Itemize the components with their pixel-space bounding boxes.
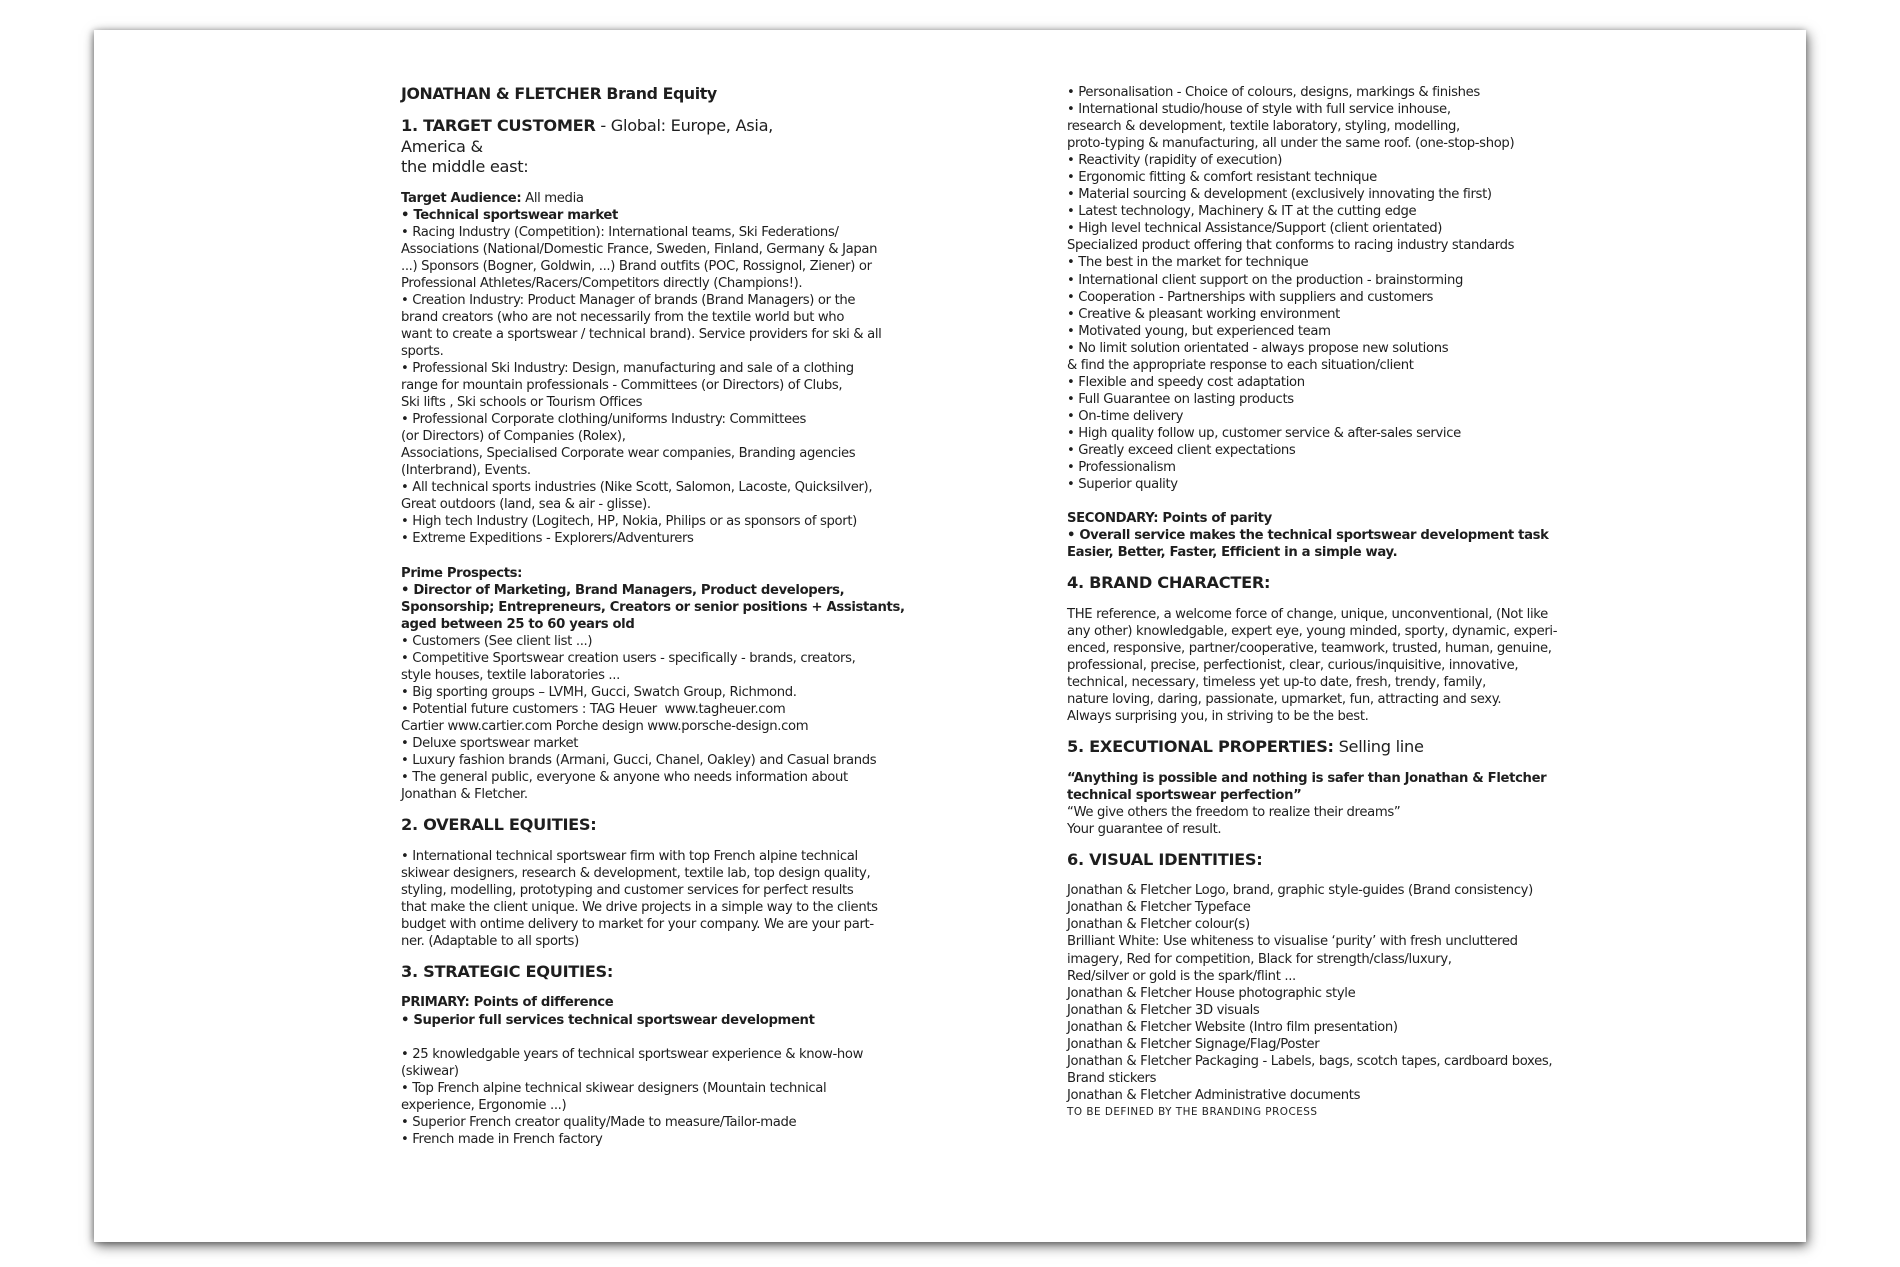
left-column xyxy=(401,84,905,1148)
text-line: • Full Guarantee on lasting products xyxy=(1067,391,1294,407)
text-line: technical, necessary, timeless yet up-to date, fresh, trendy, family, xyxy=(1067,675,1486,690)
text-line: proto-typing & manufacturing, all under the same roof. (one-stop-shop) xyxy=(1067,136,1515,152)
text-line: Specialized product offering that conforms to racing industry standards xyxy=(1067,238,1515,254)
text-line: budget with ontime delivery to market for your company. We are your part- xyxy=(401,916,874,932)
text-line: aged between 25 to 60 years old xyxy=(401,616,635,632)
text-line: • Extreme Expeditions - Explorers/Adventurers xyxy=(401,531,694,547)
text-line: • The general public, everyone & anyone who needs information about xyxy=(401,770,848,786)
text-line: • Creation Industry: Product Manager of brands (Brand Managers) or the xyxy=(401,292,856,308)
text-line: • Racing Industry (Competition): International teams, Ski Federations/ xyxy=(401,224,839,240)
text-line: Always surprising you, in striving to be the best. xyxy=(1067,709,1369,725)
text-line: want to create a sportswear / technical brand). Service providers for ski & all xyxy=(401,326,882,342)
text-line: • Professional Corporate clothing/uniforms Industry: Committees xyxy=(401,412,807,428)
text-line: enced, responsive, partner/cooperative, teamwork, trusted, human, genuine, xyxy=(1067,640,1552,656)
target-audience-list xyxy=(401,224,882,548)
primary-bold: • Superior full services technical sportswear development xyxy=(401,1012,815,1028)
target-audience-line: Target Audience: All media xyxy=(401,190,584,206)
primary-list xyxy=(401,1046,864,1148)
text-line: Great outdoors (land, sea & air - glisse). xyxy=(401,497,651,513)
text-line: Brand stickers xyxy=(1067,1070,1157,1086)
text-line: Jonathan & Fletcher. xyxy=(401,787,528,803)
text-line: research & development, textile laboratory, styling, modelling, xyxy=(1067,119,1460,135)
text-line: Professional Athletes/Racers/Competitors directly (Champions!). xyxy=(401,275,803,291)
text-line: • High level technical Assistance/Support (client orientated) xyxy=(1067,221,1443,237)
text-line: imagery, Red for competition, Black for strength/class/luxury, xyxy=(1067,951,1452,967)
text-line: • Professional Ski Industry: Design, manufacturing and sale of a clothing xyxy=(401,360,854,376)
text-line: • Cooperation - Partnerships with suppliers and customers xyxy=(1067,289,1434,305)
section-3-heading: 3. STRATEGIC EQUITIES: xyxy=(401,961,614,981)
section-4-heading: 4. BRAND CHARACTER: xyxy=(1067,573,1271,593)
text-line: • Deluxe sportswear market xyxy=(401,736,579,751)
text-line: that make the client unique. We drive projects in a simple way to the clients xyxy=(401,899,878,915)
text-line: Your guarantee of result. xyxy=(1067,821,1222,837)
text-line: • No limit solution orientated - always propose new solutions xyxy=(1067,340,1449,356)
text-line: (Interbrand), Events. xyxy=(401,463,531,479)
footer-note: TO BE DEFINED BY THE BRANDING PROCESS xyxy=(1067,1105,1318,1118)
text-line: • Material sourcing & development (exclusively innovating the first) xyxy=(1067,187,1492,203)
text-line: Jonathan & Fletcher Typeface xyxy=(1067,900,1251,916)
text-line: & find the appropriate response to each situation/client xyxy=(1067,357,1414,373)
text-line: ner. (Adaptable to all sports) xyxy=(401,933,579,949)
text-line: • Big sporting groups – LVMH, Gucci, Swatch Group, Richmond. xyxy=(401,684,797,700)
text-line: styling, modelling, prototyping and customer services for perfect results xyxy=(401,882,854,898)
text-line: • International client support on the production - brainstorming xyxy=(1067,272,1464,288)
text-line: • High quality follow up, customer service & after-sales service xyxy=(1067,425,1461,441)
text-line: ...) Sponsors (Bogner, Goldwin, ...) Brand outfits (POC, Rossignol, Ziener) or xyxy=(401,258,872,274)
text-line: • On-time delivery xyxy=(1067,408,1184,424)
text-line: Associations (National/Domestic France, Sweden, Finland, Germany & Japan xyxy=(401,241,878,257)
text-line: • Superior quality xyxy=(1067,477,1178,493)
text-line: “We give others the freedom to realize their dreams” xyxy=(1067,804,1401,820)
document-page xyxy=(94,30,1806,1242)
text-line: • Latest technology, Machinery & IT at the cutting edge xyxy=(1067,204,1417,220)
text-line: professional, precise, perfectionist, clear, curious/inquisitive, innovative, xyxy=(1067,657,1519,673)
text-line: Jonathan & Fletcher 3D visuals xyxy=(1067,1002,1260,1018)
selling-line-quote xyxy=(1067,770,1547,804)
text-line: Red/silver or gold is the spark/flint ... xyxy=(1067,968,1296,984)
section-1-subheading: the middle east: xyxy=(401,157,529,176)
section-6-heading: 6. VISUAL IDENTITIES: xyxy=(1067,849,1263,869)
brand-character-text xyxy=(1067,606,1558,725)
text-line: Jonathan & Fletcher Logo, brand, graphic style-guides (Brand consistency) xyxy=(1067,883,1533,899)
text-line: • Personalisation - Choice of colours, designs, markings & finishes xyxy=(1067,85,1480,100)
section-1-heading: 1. TARGET CUSTOMER - Global: Europe, Asia, America & xyxy=(401,116,774,156)
overall-equities-text xyxy=(401,848,878,950)
text-line: Jonathan & Fletcher Administrative documents xyxy=(1067,1087,1361,1103)
text-line: • Competitive Sportswear creation users - specifically - brands, creators, xyxy=(401,650,856,666)
text-line: • French made in French factory xyxy=(401,1131,603,1147)
text-line: • Customers (See client list ...) xyxy=(401,633,593,649)
text-line: • Professionalism xyxy=(1067,460,1176,476)
text-line: • All technical sports industries (Nike Scott, Salomon, Lacoste, Quicksilver), xyxy=(401,480,873,496)
text-line: • International technical sportswear firm with top French alpine technical xyxy=(401,848,858,864)
text-line: Jonathan & Fletcher Website (Intro film presentation) xyxy=(1067,1019,1398,1035)
text-line: • 25 knowledgable years of technical sportswear experience & know-how xyxy=(401,1046,864,1062)
text-line: • Ergonomic fitting & comfort resistant technique xyxy=(1067,170,1377,186)
prime-prospects-label: Prime Prospects: xyxy=(401,565,523,581)
text-line: nature loving, daring, passionate, upmarket, fun, attracting and sexy. xyxy=(1067,692,1502,708)
text-line: Jonathan & Fletcher colour(s) xyxy=(1067,917,1250,933)
text-line: • High tech Industry (Logitech, HP, Nokia, Philips or as sponsors of sport) xyxy=(401,514,857,530)
visual-identities-list xyxy=(1067,882,1553,1104)
text-line: (skiwear) xyxy=(401,1063,459,1079)
text-line: • International studio/house of style with full service inhouse, xyxy=(1067,102,1451,118)
section-5-heading: 5. EXECUTIONAL PROPERTIES: Selling line xyxy=(1067,737,1424,757)
text-line: Sponsorship; Entrepreneurs, Creators or senior positions + Assistants, xyxy=(401,599,905,615)
text-line: style houses, textile laboratories ... xyxy=(401,667,620,683)
secondary-label: SECONDARY: Points of parity xyxy=(1067,511,1272,527)
primary-list-continued xyxy=(1067,84,1527,493)
text-line: technical sportswear perfection” xyxy=(1067,787,1302,803)
primary-label: PRIMARY: Points of difference xyxy=(401,995,614,1011)
target-audience-bold: • Technical sportswear market xyxy=(401,207,618,223)
text-line: sports. xyxy=(401,343,444,359)
prime-prospects-list xyxy=(401,633,877,803)
right-column xyxy=(1067,84,1558,1120)
text-line: Brilliant White: Use whiteness to visualise ‘purity’ with fresh uncluttered xyxy=(1067,934,1518,950)
text-line: THE reference, a welcome force of change, unique, unconventional, (Not like xyxy=(1067,606,1548,622)
text-line: • Greatly exceed client expectations xyxy=(1067,442,1296,458)
text-line: Associations, Specialised Corporate wear companies, Branding agencies xyxy=(401,446,856,462)
text-line: • Potential future customers : TAG Heuer www.tagheuer.com xyxy=(401,701,786,717)
text-line: • The best in the market for technique xyxy=(1067,255,1309,271)
text-line: • Director of Marketing, Brand Managers, Product developers, xyxy=(401,582,845,598)
text-line: • Top French alpine technical skiwear designers (Mountain technical xyxy=(401,1080,827,1096)
text-line: skiwear designers, research & development, textile lab, top design quality, xyxy=(401,865,871,881)
text-line: “Anything is possible and nothing is safer than Jonathan & Fletcher xyxy=(1067,770,1547,786)
text-line: range for mountain professionals - Committees (or Directors) of Clubs, xyxy=(401,378,843,394)
text-line: • Overall service makes the technical sportswear development task xyxy=(1067,528,1549,544)
prime-prospects-bold xyxy=(401,582,905,633)
selling-line-text xyxy=(1067,804,1527,838)
text-line: any other) knowledgable, expert eye, young minded, sporty, dynamic, experi- xyxy=(1067,623,1558,639)
text-line: brand creators (who are not necessarily from the textile world but who xyxy=(401,309,845,325)
text-line: Ski lifts , Ski schools or Tourism Offices xyxy=(401,395,643,411)
text-line: • Motivated young, but experienced team xyxy=(1067,323,1331,339)
section-2-heading: 2. OVERALL EQUITIES: xyxy=(401,815,597,835)
text-line: • Luxury fashion brands (Armani, Gucci, Chanel, Oakley) and Casual brands xyxy=(401,753,877,769)
text-line: • Flexible and speedy cost adaptation xyxy=(1067,374,1305,390)
text-line: Jonathan & Fletcher House photographic style xyxy=(1067,985,1356,1001)
text-line: • Reactivity (rapidity of execution) xyxy=(1067,153,1283,169)
text-line: experience, Ergonomie ...) xyxy=(401,1097,567,1113)
text-line: Cartier www.cartier.com Porche design www.porsche-design.com xyxy=(401,718,809,734)
text-line: (or Directors) of Companies (Rolex), xyxy=(401,429,626,445)
text-line: • Superior French creator quality/Made to measure/Tailor-made xyxy=(401,1114,797,1130)
document-title: JONATHAN & FLETCHER Brand Equity xyxy=(401,84,717,103)
secondary-bold xyxy=(1067,527,1549,561)
text-line: Easier, Better, Faster, Efficient in a simple way. xyxy=(1067,545,1398,561)
text-line: Jonathan & Fletcher Signage/Flag/Poster xyxy=(1067,1036,1320,1052)
text-line: Jonathan & Fletcher Packaging - Labels, bags, scotch tapes, cardboard boxes, xyxy=(1067,1053,1553,1069)
text-line: • Creative & pleasant working environment xyxy=(1067,306,1340,322)
